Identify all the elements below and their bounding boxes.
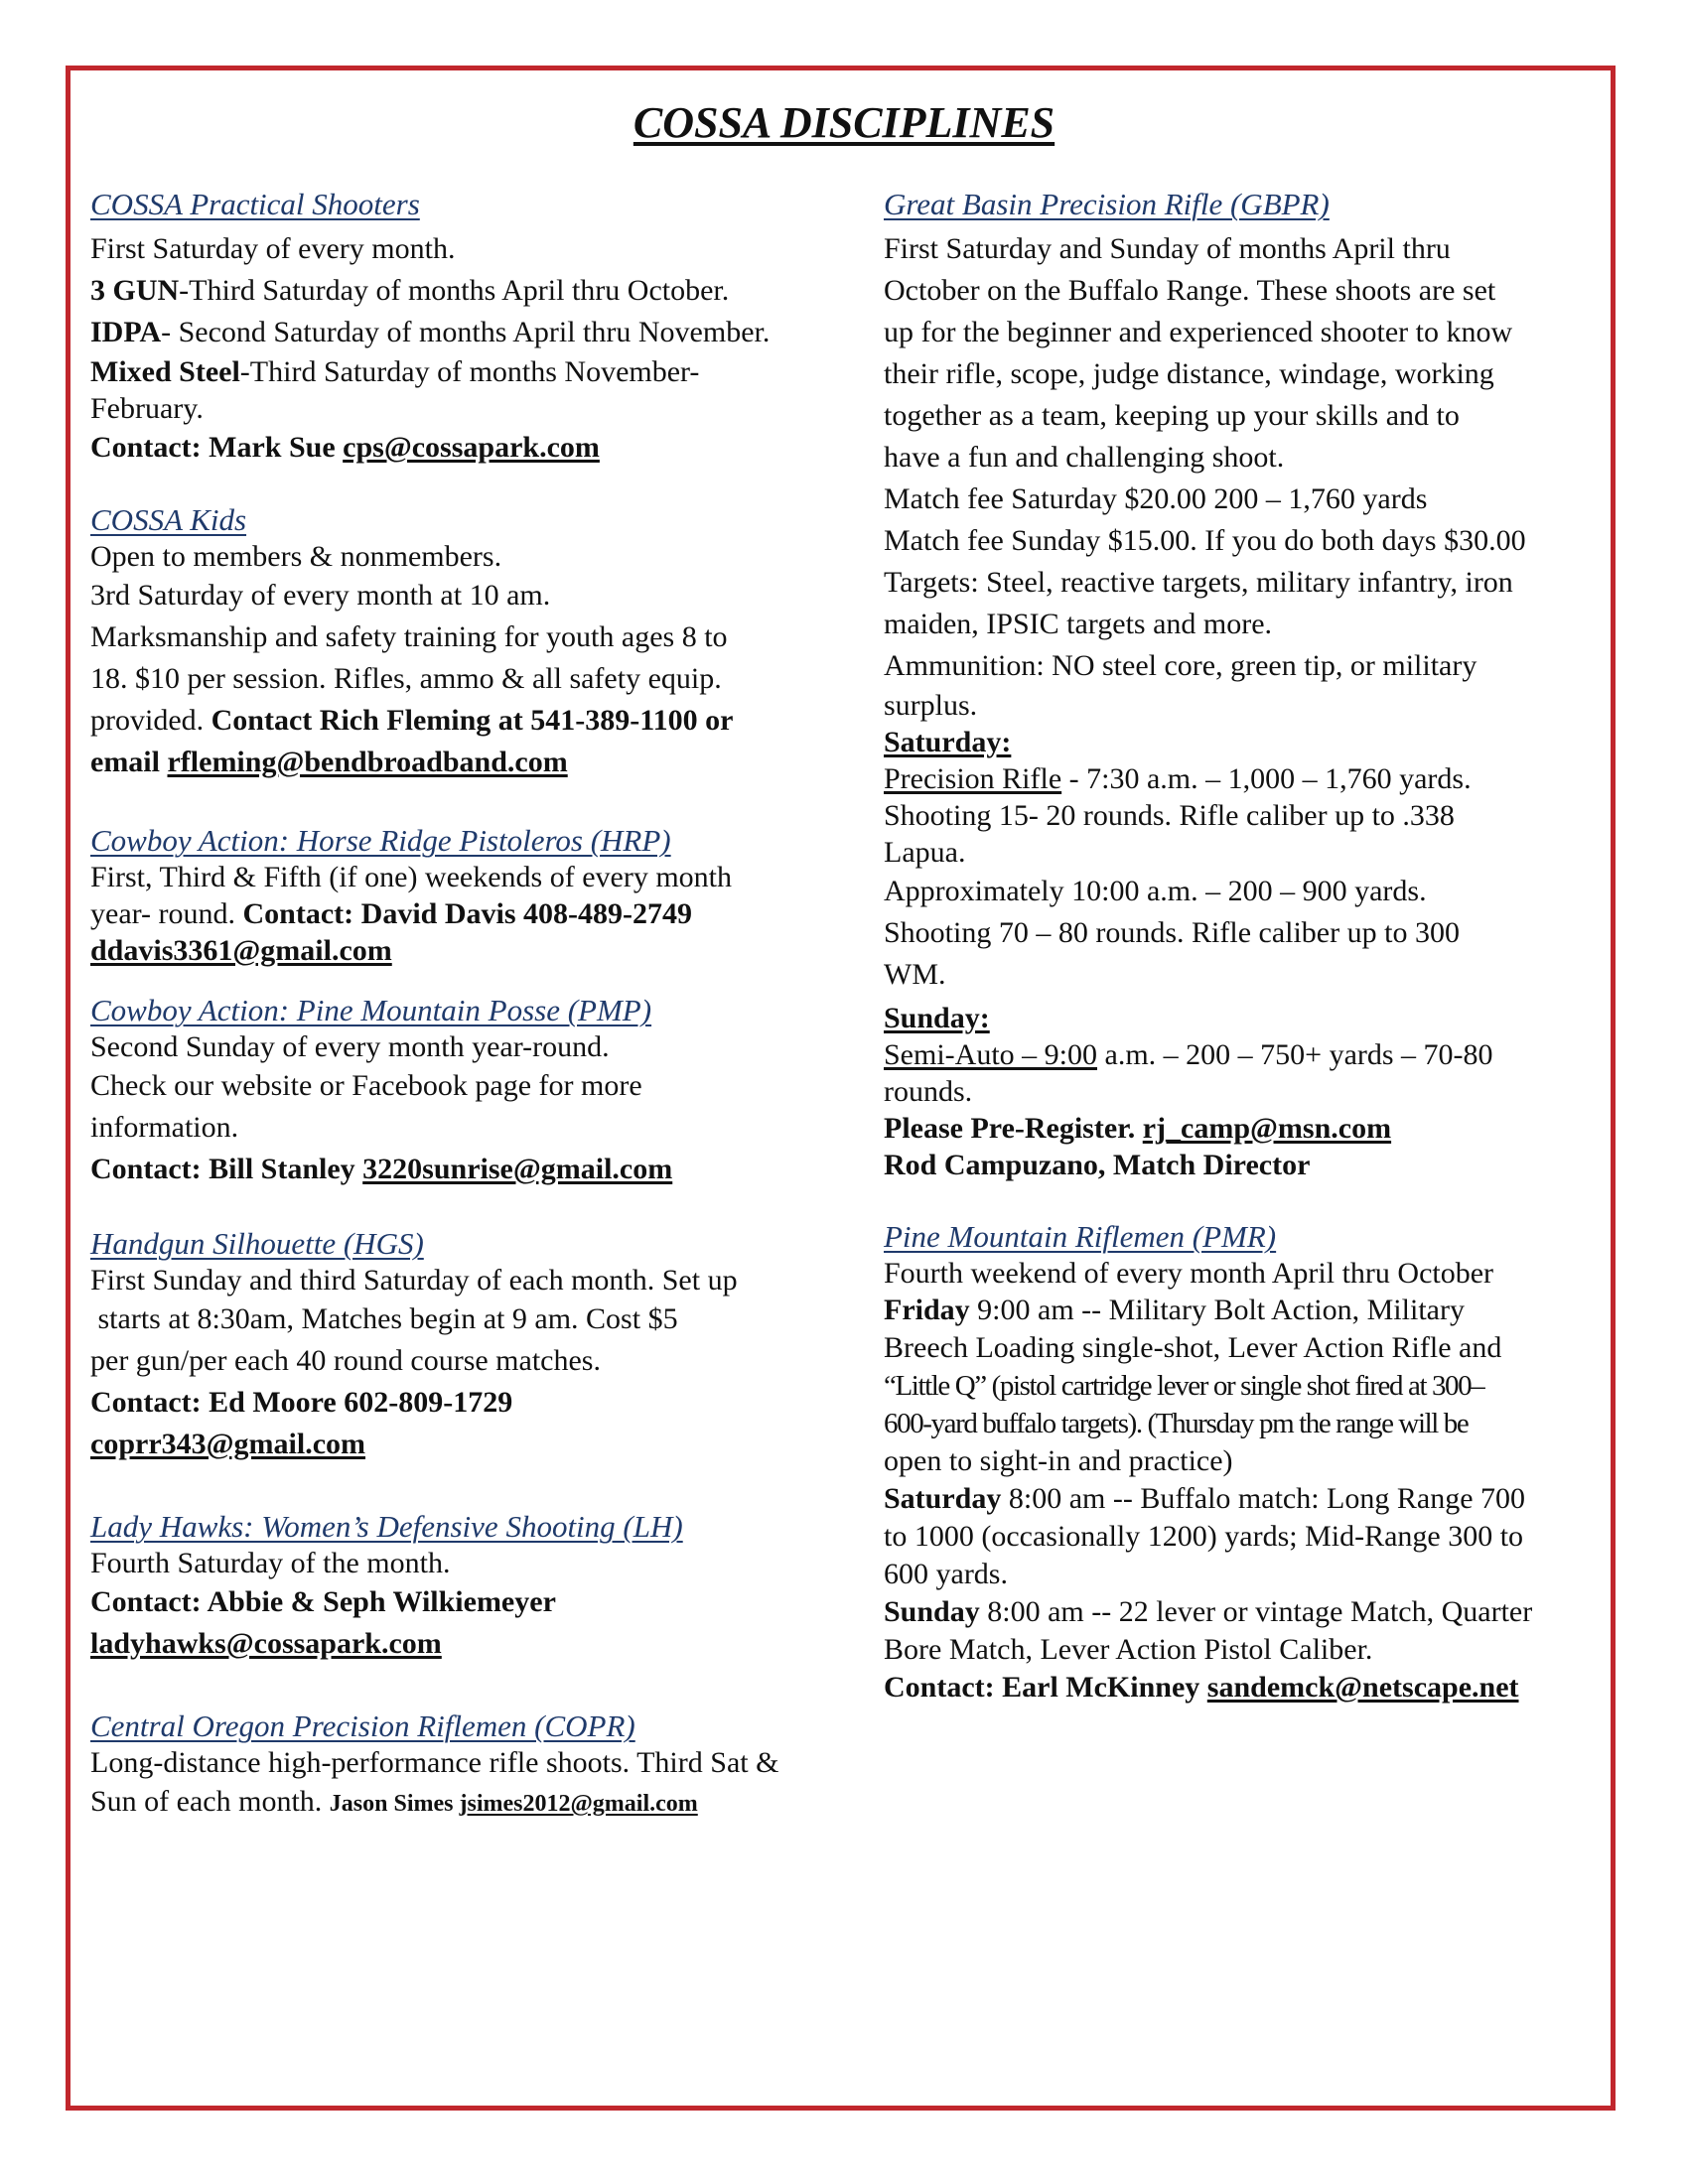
text-line: [884, 1593, 1614, 1631]
text-line: per gun/per each 40 round course matches.: [90, 1344, 601, 1377]
text: - 7:30 a.m. – 1,000 – 1,760 yards.: [1061, 762, 1472, 795]
text-line: [884, 1480, 1614, 1518]
left-column: [90, 187, 875, 1825]
contact-label: Contact: Bill Stanley: [90, 1153, 363, 1185]
text-line: Shooting 15- 20 rounds. Rifle caliber up to .338: [884, 799, 1455, 832]
text-line: together as a team, keeping up your skills and to: [884, 399, 1460, 432]
text-line: Shooting 70 – 80 rounds. Rifle caliber up to 300: [884, 916, 1460, 949]
text-line: Ammunition: NO steel core, green tip, or military: [884, 649, 1477, 682]
contact-label: Contact: Earl McKinney: [884, 1671, 1207, 1704]
text-line: Targets: Steel, reactive targets, military infantry, iron: [884, 566, 1513, 599]
label-sunday: Sunday: [884, 1595, 980, 1628]
text: year- round.: [90, 897, 243, 930]
text-line: [90, 270, 875, 312]
text-line: starts at 8:30am, Matches begin at 9 am. Cost $5: [90, 1302, 678, 1335]
text-line: have a fun and challenging shoot.: [884, 441, 1285, 474]
label-mixed-steel: Mixed Steel: [90, 355, 240, 388]
text: -Third Saturday of months April thru October.: [179, 274, 730, 307]
contact-line: [884, 1669, 1614, 1706]
section-great-basin-precision-rifle: [884, 187, 1614, 1183]
section-pine-mountain-posse: [90, 993, 875, 1190]
section-central-oregon-precision-riflemen: [90, 1708, 875, 1825]
label-idpa: IDPA: [90, 316, 162, 348]
text: a.m. – 200 – 750+ yards – 70-80: [1097, 1038, 1493, 1071]
text-line: Long-distance high-performance rifle shoots. Third Sat &: [90, 1746, 779, 1779]
text-line: 3rd Saturday of every month at 10 am.: [90, 579, 551, 612]
text: - Second Saturday of months April thru November.: [161, 316, 771, 348]
contact-line: [90, 932, 875, 969]
text-line: Open to members & nonmembers.: [90, 540, 502, 573]
text: -Third Saturday of months November-: [239, 355, 700, 388]
match-director: Rod Campuzano, Match Director: [884, 1149, 1311, 1181]
section-title: Handgun Silhouette (HGS): [90, 1226, 424, 1261]
section-title: COSSA Practical Shooters: [90, 187, 420, 221]
section-title: Central Oregon Precision Riflemen (COPR): [90, 1708, 635, 1743]
email-link[interactable]: rj_camp@msn.com: [1142, 1112, 1392, 1145]
section-title: Cowboy Action: Horse Ridge Pistoleros (HRP): [90, 823, 671, 858]
text-line: [90, 895, 875, 932]
text-line: maiden, IPSIC targets and more.: [884, 608, 1273, 640]
right-column: [884, 187, 1614, 1706]
text-line: Approximately 10:00 a.m. – 200 – 900 yards.: [884, 875, 1427, 907]
text-line: Breech Loading single-shot, Lever Action Rifle and: [884, 1331, 1502, 1364]
text: 8:00 am -- Buffalo match: Long Range 700: [1001, 1482, 1526, 1515]
section-cossa-practical-shooters: [90, 187, 875, 469]
contact-label: Contact: Mark Sue: [90, 431, 344, 464]
sunday-heading: Sunday:: [884, 1002, 990, 1034]
text-line: WM.: [884, 958, 946, 991]
label-saturday: Saturday: [884, 1482, 1002, 1515]
contact-line: [884, 1110, 1614, 1147]
text-line: 600 yards.: [884, 1558, 1008, 1590]
text-line: February.: [90, 392, 204, 425]
text-line: Marksmanship and safety training for youth ages 8 to: [90, 620, 728, 653]
text-line: [884, 1036, 1614, 1073]
text-line: Lapua.: [884, 836, 966, 869]
section-pine-mountain-riflemen: [884, 1219, 1614, 1706]
pre-register-label: Please Pre-Register.: [884, 1112, 1143, 1145]
contact-label: Contact: David Davis 408-489-2749: [242, 897, 692, 930]
text-line: Second Sunday of every month year-round.: [90, 1030, 610, 1063]
text-line: Bore Match, Lever Action Pistol Caliber.: [884, 1633, 1373, 1666]
email-link[interactable]: jsimes2012@gmail.com: [459, 1791, 698, 1817]
text-line: 18. $10 per session. Rifles, ammo & all safety equip.: [90, 662, 722, 695]
text-line: their rifle, scope, judge distance, windage, working: [884, 357, 1494, 390]
text-line: up for the beginner and experienced shooter to know: [884, 316, 1513, 348]
text-line: to 1000 (occasionally 1200) yards; Mid-Range 300 to: [884, 1520, 1524, 1553]
section-title: Great Basin Precision Rifle (GBPR): [884, 187, 1330, 221]
text-line: Match fee Sunday $15.00. If you do both days $30.00: [884, 524, 1526, 557]
section-title: Lady Hawks: Women’s Defensive Shooting (LH): [90, 1509, 683, 1544]
text-line: “Little Q” (pistol cartridge lever or single shot fired at 300–: [884, 1370, 1484, 1402]
text-line: open to sight-in and practice): [884, 1444, 1233, 1477]
label-friday: Friday: [884, 1294, 970, 1326]
text-line: October on the Buffalo Range. These shoots are set: [884, 274, 1496, 307]
text-line: Fourth Saturday of the month.: [90, 1547, 451, 1579]
label-3gun: 3 GUN: [90, 274, 180, 307]
contact-line: Contact: Ed Moore 602-809-1729: [90, 1386, 513, 1419]
text-line: [884, 760, 1614, 797]
text-line: [90, 700, 875, 742]
section-cossa-kids: [90, 502, 875, 783]
section-title: COSSA Kids: [90, 502, 247, 537]
text-line: First, Third & Fifth (if one) weekends of every month: [90, 861, 732, 893]
saturday-heading: Saturday:: [884, 726, 1012, 758]
text-line: rounds.: [884, 1075, 973, 1108]
text-line: First Saturday and Sunday of months April thru: [884, 232, 1451, 265]
text: provided.: [90, 704, 211, 737]
text: 8:00 am -- 22 lever or vintage Match, Quarter: [979, 1595, 1533, 1628]
text-line: [90, 1781, 875, 1825]
text-line: surplus.: [884, 689, 978, 722]
email-link[interactable]: cps@cossapark.com: [343, 431, 600, 464]
email-link[interactable]: rfleming@bendbroadband.com: [167, 746, 568, 778]
email-link[interactable]: sandemck@netscape.net: [1206, 1671, 1519, 1704]
text-line: Match fee Saturday $20.00 200 – 1,760 yards: [884, 482, 1428, 515]
email-link[interactable]: coprr343@gmail.com: [90, 1428, 366, 1460]
contact-line: [90, 1424, 875, 1465]
text-line: First Sunday and third Saturday of each month. Set up: [90, 1264, 738, 1297]
semi-auto-label: Semi-Auto – 9:00: [884, 1038, 1097, 1071]
page-title: COSSA DISCIPLINES: [633, 98, 1055, 147]
contact-label: Contact Rich Fleming at 541-389-1100 or: [211, 704, 734, 737]
contact-line: [90, 1149, 875, 1190]
text-line: 600-yard buffalo targets). (Thursday pm the range will be: [884, 1408, 1469, 1439]
text-line: [90, 353, 875, 390]
section-title: Pine Mountain Riflemen (PMR): [884, 1219, 1277, 1254]
contact-line: [90, 742, 875, 783]
text-line: Fourth weekend of every month April thru October: [884, 1257, 1494, 1290]
contact-line: [90, 1623, 875, 1665]
email-link[interactable]: ladyhawks@cossapark.com: [90, 1627, 442, 1660]
section-title: Cowboy Action: Pine Mountain Posse (PMP): [90, 993, 652, 1027]
text-line: [90, 312, 875, 353]
contact-label: Jason Simes: [329, 1791, 460, 1817]
text-line: First Saturday of every month.: [90, 232, 456, 265]
email-link[interactable]: ddavis3361@gmail.com: [90, 934, 392, 967]
contact-line: Contact: Abbie & Seph Wilkiemeyer: [90, 1585, 556, 1618]
text-line: information.: [90, 1111, 239, 1144]
contact-label: email: [90, 746, 168, 778]
text-line: Check our website or Facebook page for more: [90, 1069, 642, 1102]
section-handgun-silhouette: [90, 1226, 875, 1465]
precision-rifle-label: Precision Rifle: [884, 762, 1062, 795]
email-link[interactable]: 3220sunrise@gmail.com: [362, 1153, 673, 1185]
text: Sun of each month.: [90, 1785, 330, 1818]
text: 9:00 am -- Military Bolt Action, Military: [969, 1294, 1465, 1326]
section-lady-hawks: [90, 1509, 875, 1665]
text-line: [884, 1292, 1614, 1329]
section-horse-ridge-pistoleros: [90, 823, 875, 969]
contact-line: [90, 427, 875, 469]
